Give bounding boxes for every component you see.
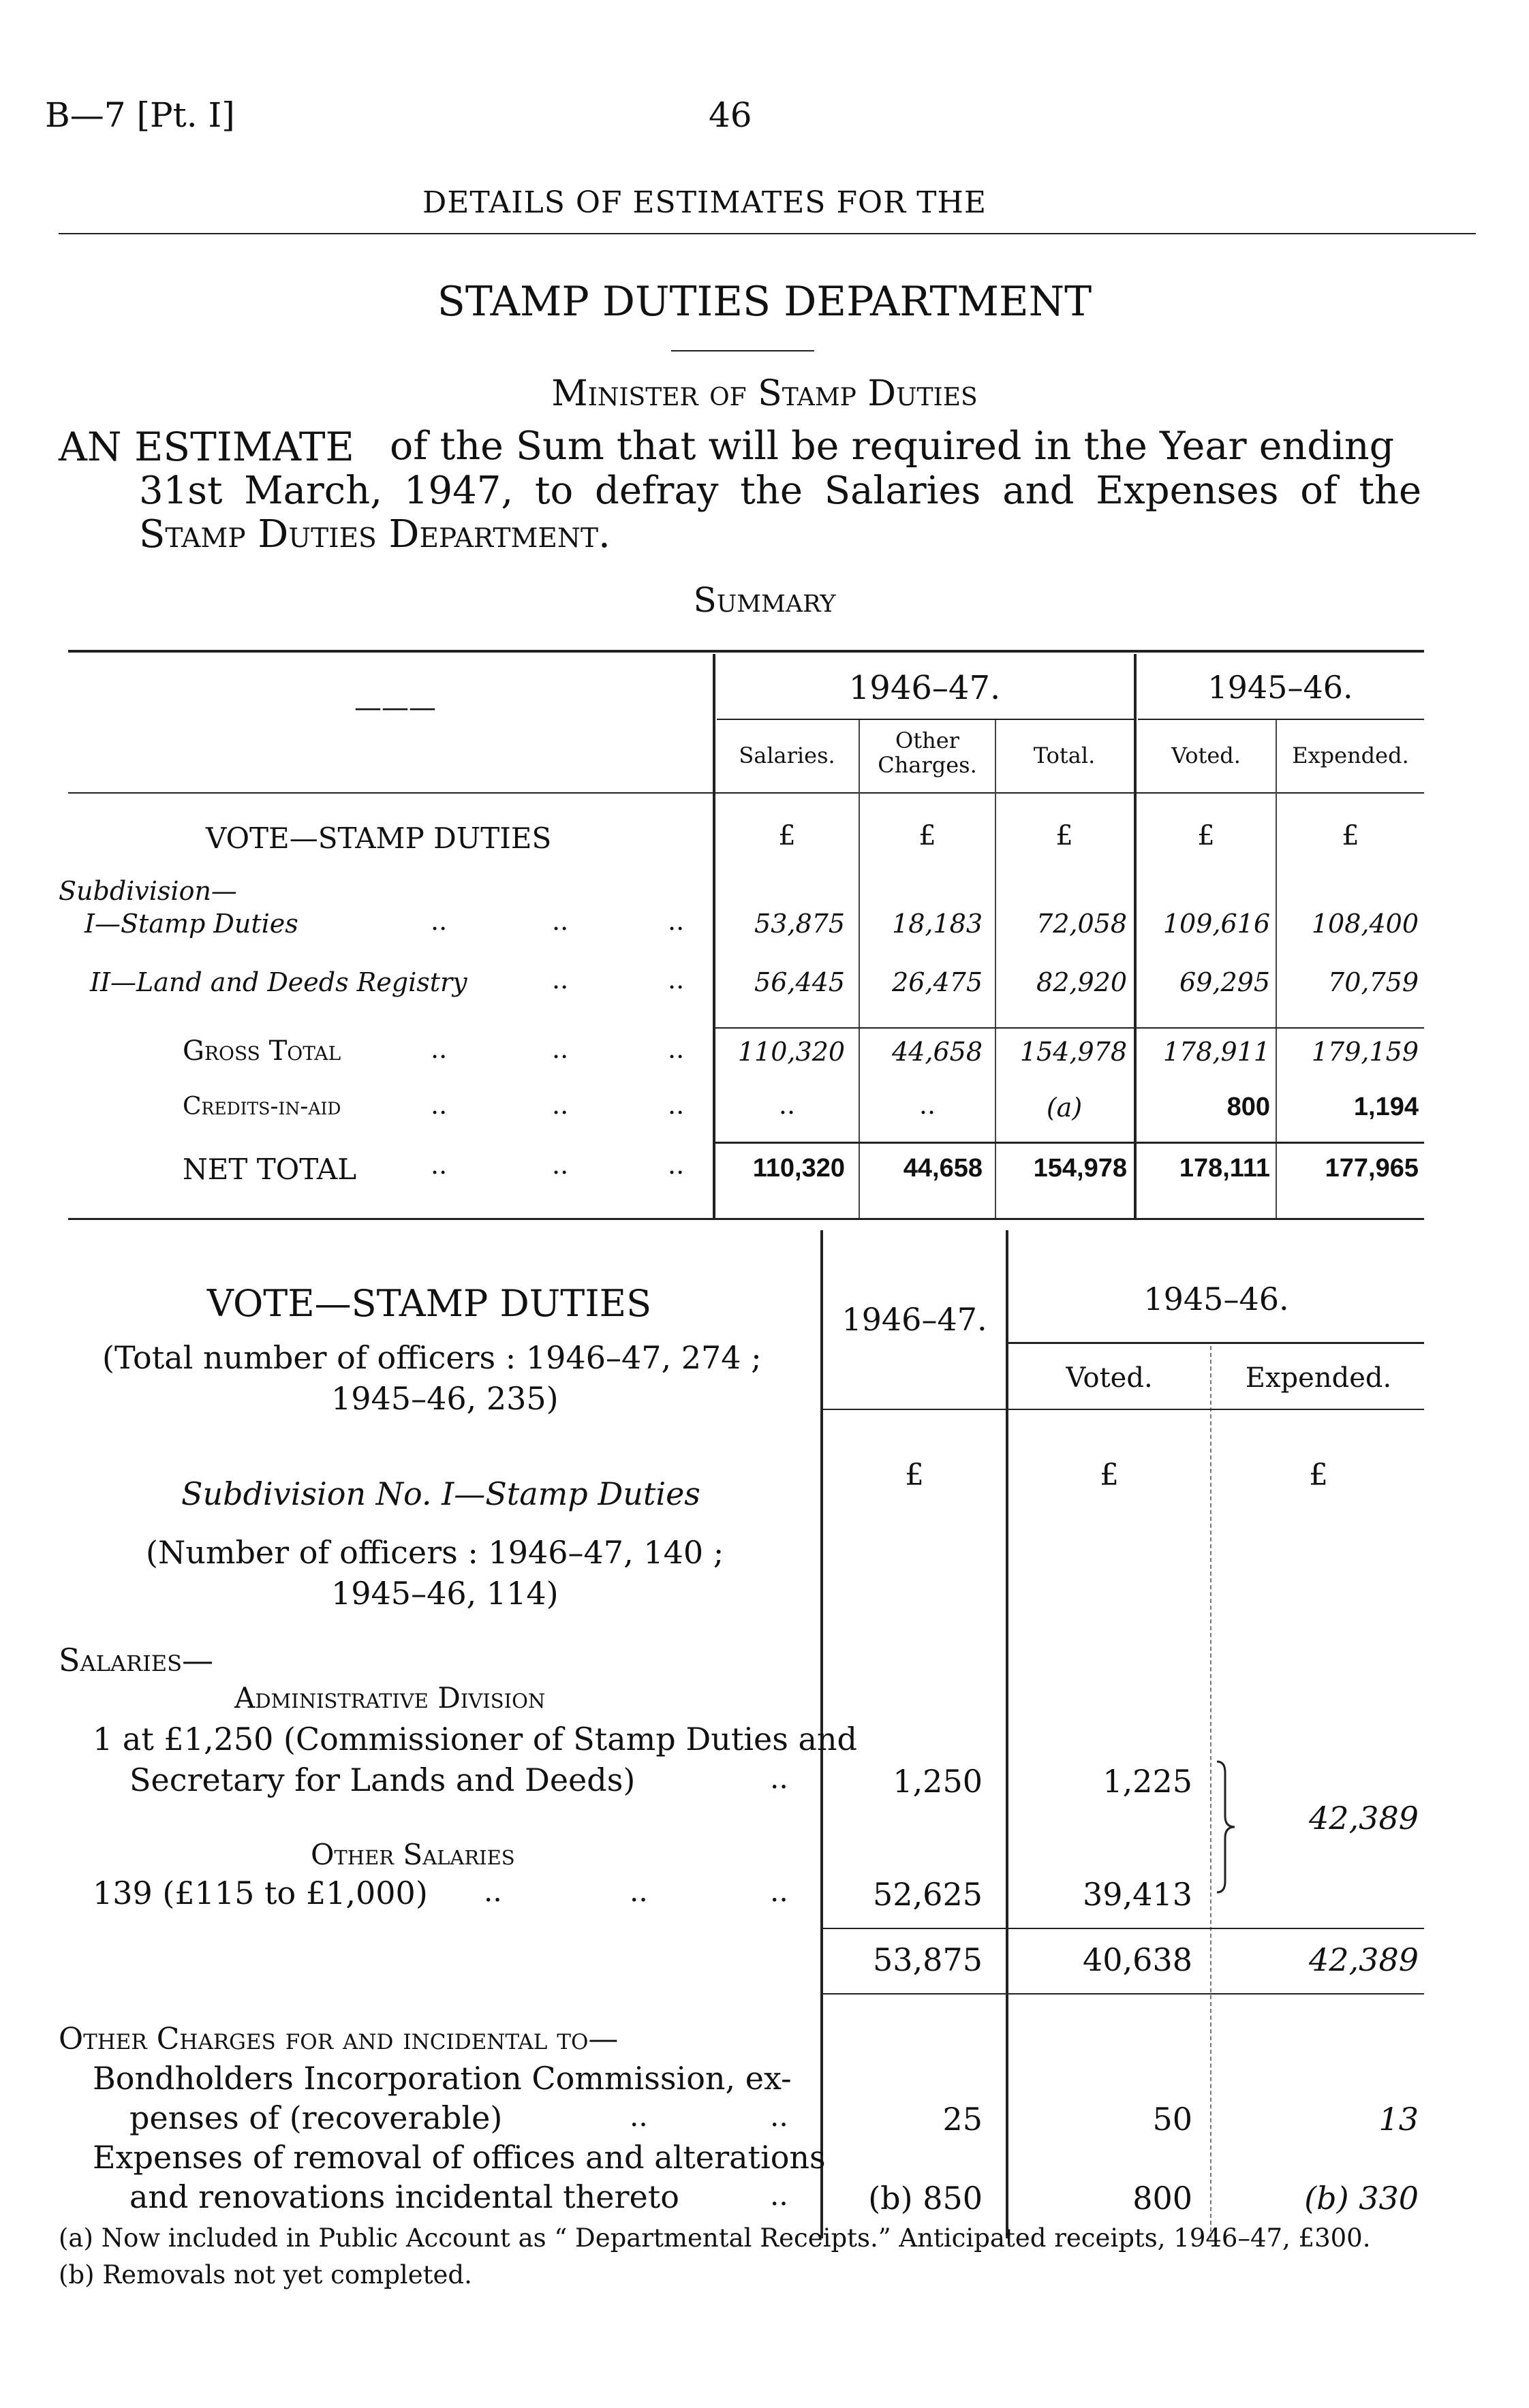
subdivision-officers-line1: (Number of officers : 1946–47, 140 ; [146, 1534, 724, 1571]
other-salaries-dots: .. [770, 1875, 788, 1908]
other-salaries-item: 139 (£115 to £1,000) [93, 1875, 428, 1911]
col-expended: Expended. [1292, 742, 1409, 768]
cell-salaries: 56,445 [754, 967, 845, 997]
cell-salaries: 53,875 [754, 909, 845, 939]
row-dots: .. [552, 1034, 569, 1064]
estimate-line2: 31st March, 1947, to defray the Salaries and Expenses of the [139, 469, 1422, 513]
admin-current: 1,250 [893, 1763, 983, 1800]
admin-dots: .. [770, 1762, 788, 1795]
department-title: STAMP DUTIES DEPARTMENT [437, 278, 1092, 326]
vote-title: VOTE—STAMP DUTIES [206, 1282, 652, 1325]
cell-salaries: 110,320 [752, 1154, 845, 1183]
bondholders-line2: penses of (recoverable) [129, 2099, 503, 2136]
brace-icon [1214, 1759, 1241, 1895]
cell-voted: 69,295 [1179, 967, 1270, 997]
vote-currency-voted: £ [1100, 1458, 1119, 1492]
cell-total: 82,920 [1036, 967, 1127, 997]
page-number: 46 [709, 95, 752, 135]
vote-currency-expended: £ [1309, 1458, 1328, 1492]
salaries-brace [1214, 1759, 1235, 1895]
bondholders-dots: .. [770, 2099, 788, 2133]
summary-bottom-rule [68, 1218, 1424, 1220]
other-salaries-dots: .. [484, 1875, 502, 1908]
salaries-label: Salaries— [59, 1642, 213, 1678]
currency-expended: £ [1342, 820, 1359, 851]
vote-officers-line2: 1945–46, 235) [331, 1380, 559, 1417]
title-rule [671, 350, 814, 351]
removal-dots: .. [770, 2178, 788, 2212]
cell-salaries: .. [778, 1090, 796, 1120]
minister-line: Minister of Stamp Duties [551, 373, 978, 414]
other-charges-label: Other Charges for and incidental to— [59, 2022, 619, 2057]
row-dots: .. [552, 965, 569, 995]
vote-year-rule [1007, 1342, 1424, 1344]
cell-expended: 70,759 [1328, 967, 1419, 997]
cell-other: 26,475 [892, 967, 983, 997]
vote-head-rule [822, 1409, 1424, 1410]
vote-col-expended: Expended. [1245, 1362, 1392, 1394]
salaries-total-voted: 40,638 [1083, 1941, 1192, 1978]
footnote-a: (a) Now included in Public Account as “ Departmental Receipts.” Anticipated receipts, 1946–47, £300. [59, 2223, 1371, 2253]
removal-line2: and renovations incidental thereto [129, 2178, 679, 2215]
row-label: Credits-in-aid [183, 1093, 341, 1121]
row-dots: .. [431, 1034, 448, 1064]
salaries-total-expended: 42,389 [1309, 1941, 1419, 1978]
bondholders-dots: .. [630, 2099, 648, 2133]
salaries-subtotal-rule [822, 1928, 1424, 1929]
row-label: Gross Total [183, 1035, 341, 1067]
running-head: DETAILS OF ESTIMATES FOR THE [422, 185, 987, 220]
cell-total: (a) [1046, 1093, 1083, 1123]
subdivision-title: Subdivision No. I—Stamp Duties [181, 1475, 700, 1512]
row-dots: .. [431, 906, 448, 936]
summary-year-rule-prev [1138, 719, 1424, 720]
removal-expended: (b) 330 [1304, 2180, 1419, 2217]
col-total: Total. [1033, 742, 1096, 768]
footnote-b: (b) Removals not yet completed. [59, 2260, 472, 2289]
summary-title: Summary [693, 580, 836, 620]
row-dots: .. [431, 1090, 448, 1120]
cell-salaries: 110,320 [737, 1037, 845, 1067]
col-other-1: Other [895, 728, 959, 753]
row-label: II—Land and Deeds Registry [90, 967, 467, 997]
cell-voted: 800 [1226, 1093, 1270, 1121]
removal-voted: 800 [1132, 2180, 1192, 2217]
currency-other: £ [918, 820, 936, 851]
other-salaries-current: 52,625 [873, 1876, 983, 1913]
col-voted: Voted. [1171, 742, 1241, 768]
row-dots: .. [668, 1150, 685, 1180]
cell-total: 72,058 [1036, 909, 1127, 939]
cell-total: 154,978 [1019, 1037, 1127, 1067]
vote-vline-3 [1210, 1346, 1211, 2238]
vote-col-voted: Voted. [1066, 1362, 1153, 1394]
cell-voted: 109,616 [1162, 909, 1270, 939]
row-dots: .. [431, 1150, 448, 1180]
summary-head-rule [68, 792, 1424, 794]
page-ref: B—7 [Pt. I] [45, 95, 235, 135]
admin-item-line1: 1 at £1,250 (Commissioner of Stamp Duties and [93, 1721, 857, 1757]
admin-voted: 1,225 [1102, 1763, 1192, 1800]
estimate-line1: of the Sum that will be required in the Year ending [390, 424, 1395, 469]
cell-other: .. [918, 1090, 936, 1120]
cell-other: 18,183 [892, 909, 983, 939]
cell-other: 44,658 [892, 1037, 983, 1067]
cell-expended: 1,194 [1353, 1093, 1419, 1121]
admin-division-label: Administrative Division [234, 1681, 546, 1715]
cell-voted: 178,911 [1162, 1037, 1270, 1067]
row-dots: .. [552, 1150, 569, 1180]
row-dots: .. [668, 906, 685, 936]
cell-total: 154,978 [1033, 1154, 1127, 1183]
admin-item-line2: Secretary for Lands and Deeds) [129, 1762, 636, 1798]
bondholders-current: 25 [942, 2101, 983, 2138]
bondholders-expended: 13 [1378, 2101, 1419, 2138]
vote-col-current: 1946–47. [841, 1301, 987, 1338]
estimate-lead: AN ESTIMATE [59, 424, 354, 470]
removal-line1: Expenses of removal of offices and alterations [93, 2139, 826, 2176]
salaries-total-rule [822, 1993, 1424, 1995]
cell-expended: 177,965 [1325, 1154, 1419, 1183]
col-other-2: Charges. [878, 752, 977, 778]
other-salaries-voted: 39,413 [1083, 1876, 1192, 1913]
currency-salaries: £ [778, 820, 796, 851]
cell-expended: 108,400 [1311, 909, 1419, 939]
header-rule [59, 233, 1476, 234]
subdivision-label: Subdivision— [59, 876, 237, 906]
row-dots: .. [552, 1090, 569, 1120]
removal-current: (b) 850 [868, 2180, 983, 2217]
summary-year-prev: 1945–46. [1207, 669, 1353, 706]
salaries-expended: 42,389 [1309, 1800, 1419, 1836]
other-salaries-label: Other Salaries [311, 1838, 515, 1871]
estimate-line3: Stamp Duties Department. [139, 512, 611, 557]
cell-voted: 178,111 [1179, 1154, 1270, 1183]
bondholders-voted: 50 [1152, 2101, 1192, 2138]
summary-top-rule [68, 650, 1424, 653]
cell-other: 44,658 [903, 1154, 983, 1183]
row-label: I—Stamp Duties [84, 909, 298, 939]
summary-stub-dash: ——— [354, 692, 436, 723]
gross-total-rule [714, 1027, 1424, 1029]
row-dots: .. [668, 1090, 685, 1120]
salaries-total-current: 53,875 [873, 1941, 983, 1978]
row-dots: .. [552, 906, 569, 936]
net-total-rule [714, 1142, 1424, 1144]
currency-voted: £ [1197, 820, 1215, 851]
summary-year-rule-current [717, 719, 1134, 720]
summary-year-current: 1946–47. [848, 669, 1001, 707]
col-salaries: Salaries. [739, 742, 835, 768]
other-salaries-dots: .. [630, 1875, 648, 1908]
vote-currency-current: £ [905, 1458, 924, 1492]
currency-total: £ [1055, 820, 1073, 851]
vote-officers-line1: (Total number of officers : 1946–47, 274 ; [102, 1339, 762, 1376]
vote-col-prev: 1945–46. [1143, 1281, 1289, 1317]
row-dots: .. [668, 965, 685, 995]
row-dots: .. [668, 1034, 685, 1064]
subdivision-officers-line2: 1945–46, 114) [331, 1575, 559, 1612]
row-label: NET TOTAL [183, 1153, 357, 1186]
summary-vote-label: VOTE—STAMP DUTIES [206, 822, 552, 855]
bondholders-line1: Bondholders Incorporation Commission, ex- [93, 2060, 792, 2097]
cell-expended: 179,159 [1311, 1037, 1419, 1067]
